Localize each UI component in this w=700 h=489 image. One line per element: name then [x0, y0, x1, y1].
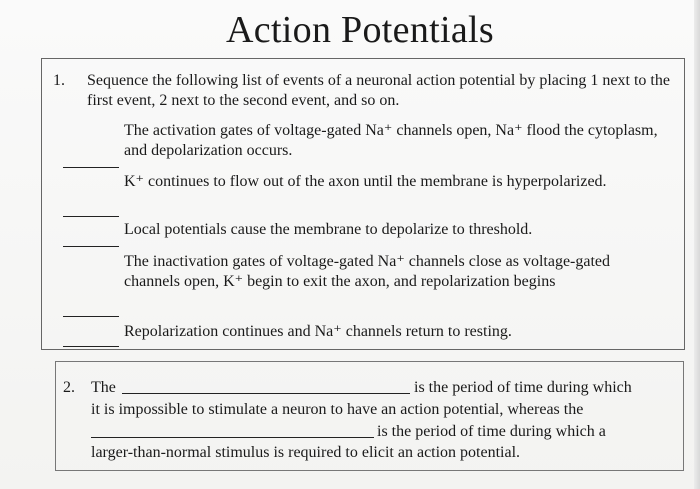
answer-blank-2[interactable]	[63, 216, 119, 217]
answer-blank-5[interactable]	[63, 346, 119, 347]
question-1-prompt: Sequence the following list of events of a neuronal action potential by placing 1 next to the first event, 2 next to the second event, and so on.	[87, 72, 670, 109]
sequence-item-repolarization: The inactivation gates of voltage-gated Na⁺ channels close as voltage-gated channels open, K⁺ begin to exit the axon, and repolarization begins	[124, 253, 611, 290]
question-2-text-4: larger-than-normal stimulus is required to elicit an action potential.	[91, 444, 521, 461]
question-2-text-2: it is impossible to stimulate a neuron to have an action potential, whereas the	[91, 401, 584, 418]
question-2-number: 2.	[63, 379, 75, 396]
sequence-item-threshold: Local potentials cause the membrane to depolarize to threshold.	[124, 221, 533, 238]
question-2-text-3: is the period of time during which a	[377, 423, 606, 440]
answer-blank-1[interactable]	[63, 167, 119, 168]
refractory-blank-1[interactable]	[122, 393, 410, 394]
page-edge-shadow	[694, 0, 700, 489]
question-1-number: 1.	[53, 72, 65, 89]
refractory-blank-2[interactable]	[91, 437, 374, 438]
sequence-item-activation: The activation gates of voltage-gated Na⁺ channels open, Na⁺ flood the cytoplasm, and depolarization occurs.	[124, 122, 658, 159]
sequence-item-hyperpolarization: K⁺ continues to flow out of the axon until the membrane is hyperpolarized.	[124, 173, 607, 190]
answer-blank-4[interactable]	[63, 316, 119, 317]
page-title: Action Potentials	[226, 9, 494, 51]
answer-blank-3[interactable]	[63, 246, 119, 247]
question-2-word-the: The	[91, 379, 116, 396]
question-2-text-1: is the period of time during which	[414, 379, 632, 396]
sequence-item-resting: Repolarization continues and Na⁺ channels return to resting.	[124, 323, 512, 340]
